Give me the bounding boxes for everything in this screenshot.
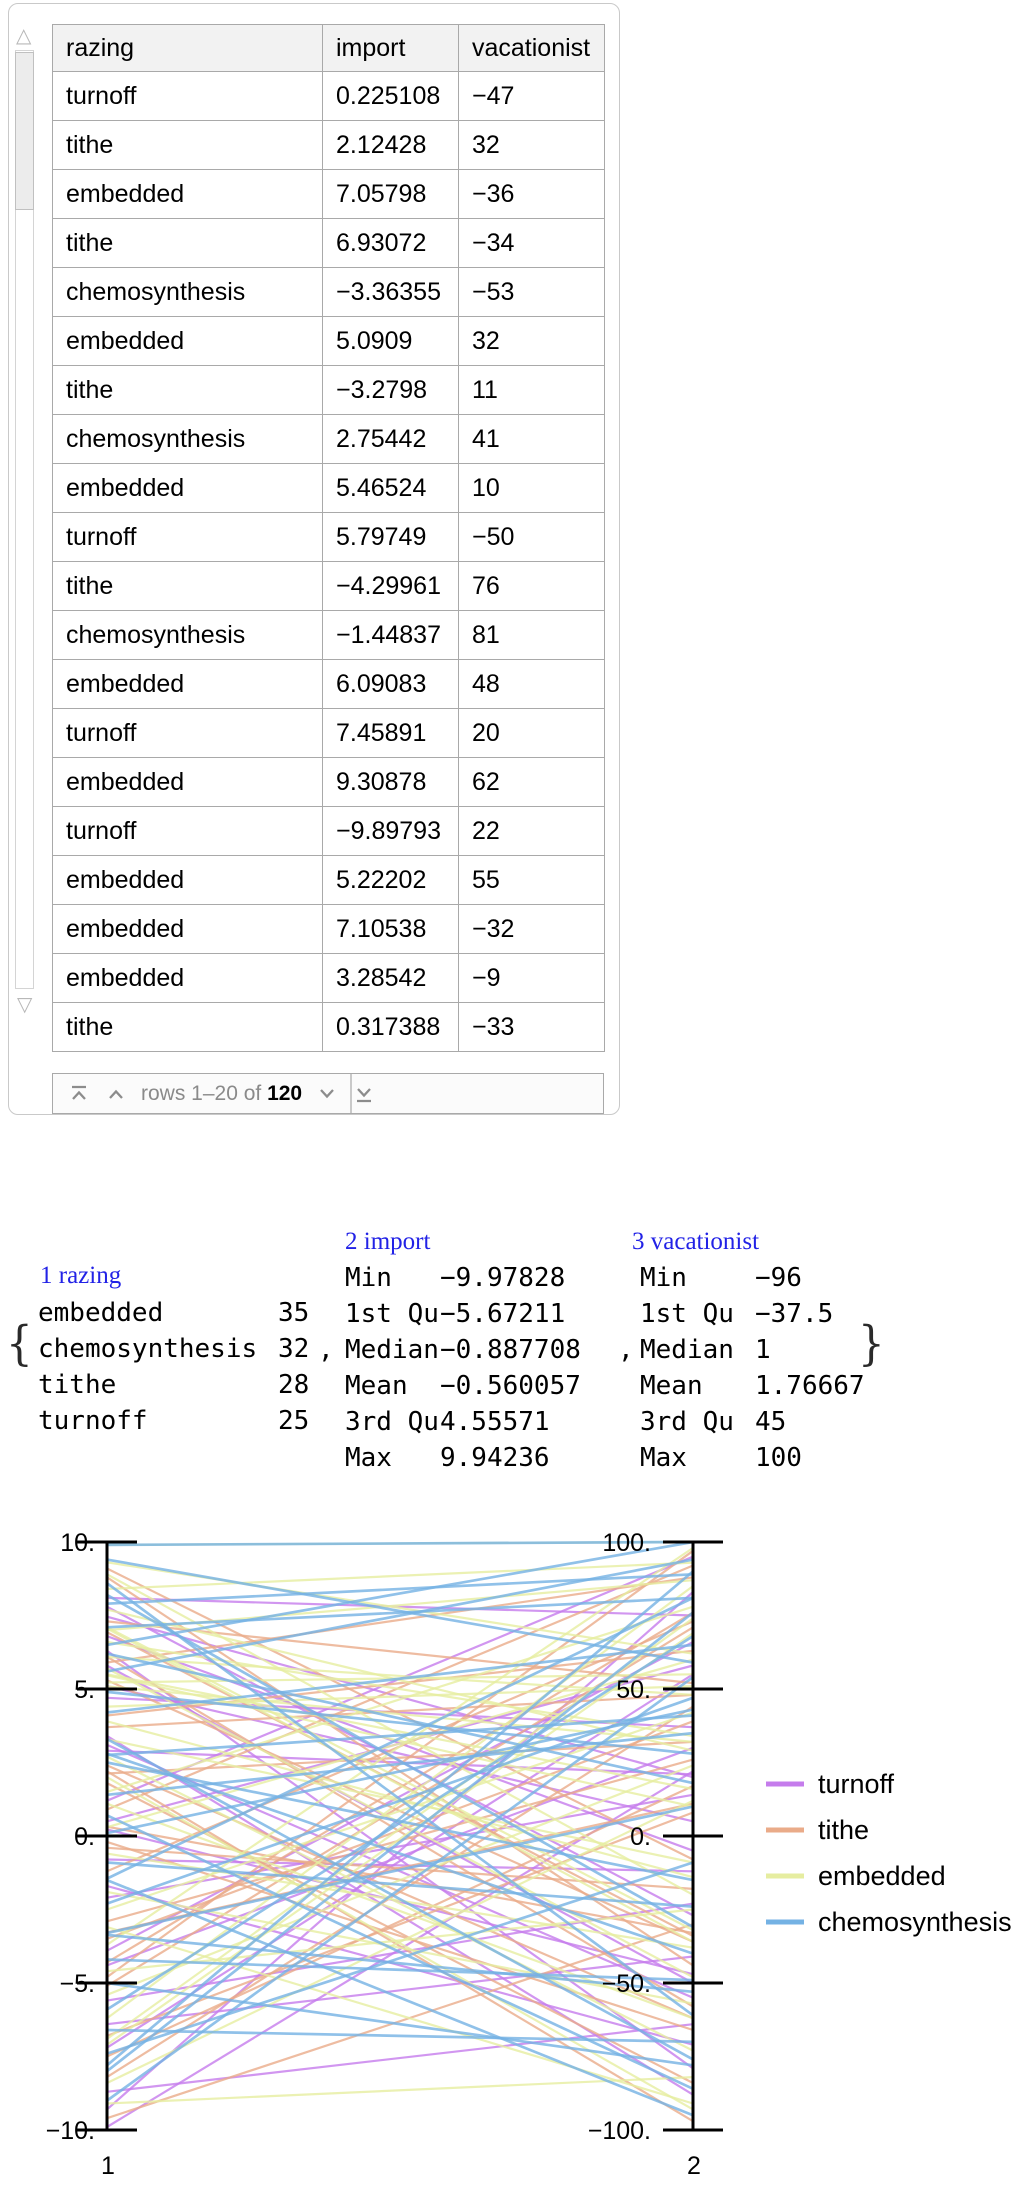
table-row — [53, 807, 605, 856]
table-cell[interactable]: 32 — [459, 317, 605, 366]
table-cell[interactable]: 0.317388 — [323, 1003, 459, 1052]
stat-label: Mean — [640, 1371, 703, 1401]
tick-label: 50. — [616, 1676, 651, 1704]
tick-label: −50. — [601, 1970, 651, 1998]
table-row — [53, 856, 605, 905]
table-cell[interactable]: embedded — [53, 905, 323, 954]
table-row — [53, 121, 605, 170]
table-cell[interactable]: 3.28542 — [323, 954, 459, 1003]
next-page-button[interactable] — [315, 1082, 339, 1106]
table-cell[interactable]: −9 — [459, 954, 605, 1003]
tick-label: 100. — [602, 1529, 651, 1557]
table-cell[interactable]: chemosynthesis — [53, 415, 323, 464]
stat-value: 1.76667 — [755, 1371, 865, 1401]
legend-label: embedded — [818, 1861, 946, 1891]
table-cell[interactable]: 22 — [459, 807, 605, 856]
stat-value: 9.94236 — [440, 1443, 550, 1473]
tick-label: −100. — [587, 2117, 651, 2145]
table-cell[interactable]: −34 — [459, 219, 605, 268]
stat-value: −96 — [755, 1263, 802, 1293]
table-cell[interactable]: 6.09083 — [323, 660, 459, 709]
table-cell[interactable]: embedded — [53, 317, 323, 366]
table-cell[interactable]: 7.45891 — [323, 709, 459, 758]
table-cell[interactable]: −53 — [459, 268, 605, 317]
last-page-button[interactable] — [352, 1082, 376, 1106]
table-cell[interactable]: 0.225108 — [323, 72, 459, 121]
axis-label: 1 — [101, 2152, 115, 2180]
table-row — [53, 464, 605, 513]
tick-label: 10. — [60, 1529, 95, 1557]
stat-value: 1 — [755, 1335, 771, 1365]
table-cell[interactable]: tithe — [53, 1003, 323, 1052]
rows-range-label: rows 1–20 of — [141, 1081, 268, 1105]
tick-label: 0. — [630, 1823, 651, 1851]
legend-label: chemosynthesis — [818, 1907, 1012, 1937]
table-cell[interactable]: −36 — [459, 170, 605, 219]
table-cell[interactable]: embedded — [53, 856, 323, 905]
table-cell[interactable]: 11 — [459, 366, 605, 415]
table-cell[interactable]: tithe — [53, 219, 323, 268]
stat-label: Min — [640, 1263, 687, 1293]
table-row — [53, 219, 605, 268]
table-cell[interactable]: 5.0909 — [323, 317, 459, 366]
data-line-tithe — [107, 1651, 693, 1716]
stat-label: Mean — [345, 1371, 408, 1401]
table-cell[interactable]: −33 — [459, 1003, 605, 1052]
table-cell[interactable]: tithe — [53, 121, 323, 170]
table-row — [53, 954, 605, 1003]
table-cell[interactable]: tithe — [53, 366, 323, 415]
table-cell[interactable]: −1.44837 — [323, 611, 459, 660]
first-page-button[interactable] — [67, 1082, 91, 1106]
stat-label: Median — [640, 1335, 734, 1365]
dataset-panel — [8, 3, 620, 1115]
table-cell[interactable]: embedded — [53, 660, 323, 709]
stat-value: −9.97828 — [440, 1263, 566, 1293]
rows-status — [141, 1082, 302, 1106]
table-cell[interactable]: −3.36355 — [323, 268, 459, 317]
table-cell[interactable]: 2.75442 — [323, 415, 459, 464]
table-row — [53, 170, 605, 219]
table-row — [53, 72, 605, 121]
table-cell[interactable]: 5.79749 — [323, 513, 459, 562]
table-cell[interactable]: turnoff — [53, 72, 323, 121]
table-cell[interactable]: 7.05798 — [323, 170, 459, 219]
column-header: razing — [53, 25, 323, 72]
separator-comma-1: , — [318, 1335, 334, 1365]
category-name: turnoff — [38, 1406, 148, 1436]
stat-label: Max — [640, 1443, 687, 1473]
stat-value: −37.5 — [755, 1299, 834, 1329]
category-count: 35 — [278, 1298, 310, 1328]
table-row — [53, 758, 605, 807]
stat-value: −0.887708 — [440, 1335, 581, 1365]
summary-header-import: 2 import — [345, 1228, 431, 1255]
tick-label: 5. — [74, 1676, 95, 1704]
stat-label: Min — [345, 1263, 392, 1293]
stat-label: Max — [345, 1443, 392, 1473]
table-row — [53, 905, 605, 954]
previous-page-button[interactable] — [104, 1082, 128, 1106]
stat-label: Median — [345, 1335, 439, 1365]
table-cell[interactable]: embedded — [53, 170, 323, 219]
legend-label: turnoff — [818, 1769, 895, 1799]
table-row — [53, 611, 605, 660]
table-cell[interactable]: 55 — [459, 856, 605, 905]
scroll-up-icon[interactable]: △ — [16, 25, 32, 47]
close-brace: } — [858, 1316, 885, 1371]
axis-label: 2 — [687, 2152, 701, 2180]
stat-value: 100 — [755, 1443, 802, 1473]
stat-label: 3rd Qu — [345, 1407, 439, 1437]
table-cell[interactable]: 76 — [459, 562, 605, 611]
table-cell[interactable]: chemosynthesis — [53, 611, 323, 660]
table-cell[interactable]: −4.29961 — [323, 562, 459, 611]
category-count: 32 — [278, 1334, 310, 1364]
table-footer — [52, 1073, 604, 1114]
table-cell[interactable]: 5.46524 — [323, 464, 459, 513]
table-row — [53, 317, 605, 366]
open-brace: { — [6, 1316, 33, 1371]
tick-label: −10. — [45, 2117, 95, 2145]
table-cell[interactable]: embedded — [53, 758, 323, 807]
category-count: 28 — [278, 1370, 310, 1400]
table-row — [53, 268, 605, 317]
footer-divider — [350, 1074, 352, 1113]
table-cell[interactable]: turnoff — [53, 807, 323, 856]
column-header: vacationist — [459, 25, 605, 72]
table-cell[interactable]: turnoff — [53, 513, 323, 562]
table-cell[interactable]: turnoff — [53, 709, 323, 758]
stat-label: 3rd Qu — [640, 1407, 734, 1437]
table-cell[interactable]: 81 — [459, 611, 605, 660]
summary-header-vacationist: 3 vacationist — [632, 1228, 760, 1255]
table-cell[interactable]: 9.30878 — [323, 758, 459, 807]
table-cell[interactable]: 62 — [459, 758, 605, 807]
scroll-down-icon[interactable]: ▽ — [17, 994, 33, 1016]
summary-header-razing: 1 razing — [40, 1262, 122, 1289]
dataset-table — [52, 24, 605, 1052]
tick-label: 0. — [74, 1823, 95, 1851]
table-cell[interactable]: 5.22202 — [323, 856, 459, 905]
table-header-row — [53, 25, 605, 72]
category-name: chemosynthesis — [38, 1334, 258, 1364]
table-cell[interactable]: chemosynthesis — [53, 268, 323, 317]
stat-label: 1st Qu — [640, 1299, 734, 1329]
tick-label: −5. — [59, 1970, 95, 1998]
table-cell[interactable]: 48 — [459, 660, 605, 709]
table-row — [53, 513, 605, 562]
table-row — [53, 366, 605, 415]
stat-label: 1st Qu — [345, 1299, 439, 1329]
rows-total: 120 — [267, 1081, 303, 1105]
category-name: tithe — [38, 1370, 117, 1400]
table-row — [53, 562, 605, 611]
table-cell[interactable]: −47 — [459, 72, 605, 121]
separator-comma-2: , — [618, 1335, 634, 1365]
scrollbar-thumb[interactable] — [15, 52, 34, 210]
stat-value: 45 — [755, 1407, 787, 1437]
table-cell[interactable]: −9.89793 — [323, 807, 459, 856]
table-row — [53, 415, 605, 464]
table-cell[interactable]: −50 — [459, 513, 605, 562]
table-cell[interactable]: 20 — [459, 709, 605, 758]
stat-value: −0.560057 — [440, 1371, 581, 1401]
table-cell[interactable]: 2.12428 — [323, 121, 459, 170]
table-row — [53, 1003, 605, 1052]
table-cell[interactable]: embedded — [53, 464, 323, 513]
table-cell[interactable]: 41 — [459, 415, 605, 464]
table-cell[interactable]: tithe — [53, 562, 323, 611]
parallel-coordinates-plot — [0, 1480, 1016, 2186]
table-row — [53, 709, 605, 758]
stat-value: 4.55571 — [440, 1407, 550, 1437]
table-cell[interactable]: 6.93072 — [323, 219, 459, 268]
category-name: embedded — [38, 1298, 164, 1328]
table-body — [53, 72, 605, 1052]
table-cell[interactable]: −3.2798 — [323, 366, 459, 415]
column-header: import — [323, 25, 459, 72]
table-cell[interactable]: 7.10538 — [323, 905, 459, 954]
table-row — [53, 660, 605, 709]
table-cell[interactable]: 10 — [459, 464, 605, 513]
table-cell[interactable]: 32 — [459, 121, 605, 170]
legend-label: tithe — [818, 1815, 870, 1845]
stat-value: −5.67211 — [440, 1299, 566, 1329]
table-cell[interactable]: −32 — [459, 905, 605, 954]
table-cell[interactable]: embedded — [53, 954, 323, 1003]
category-count: 25 — [278, 1406, 310, 1436]
